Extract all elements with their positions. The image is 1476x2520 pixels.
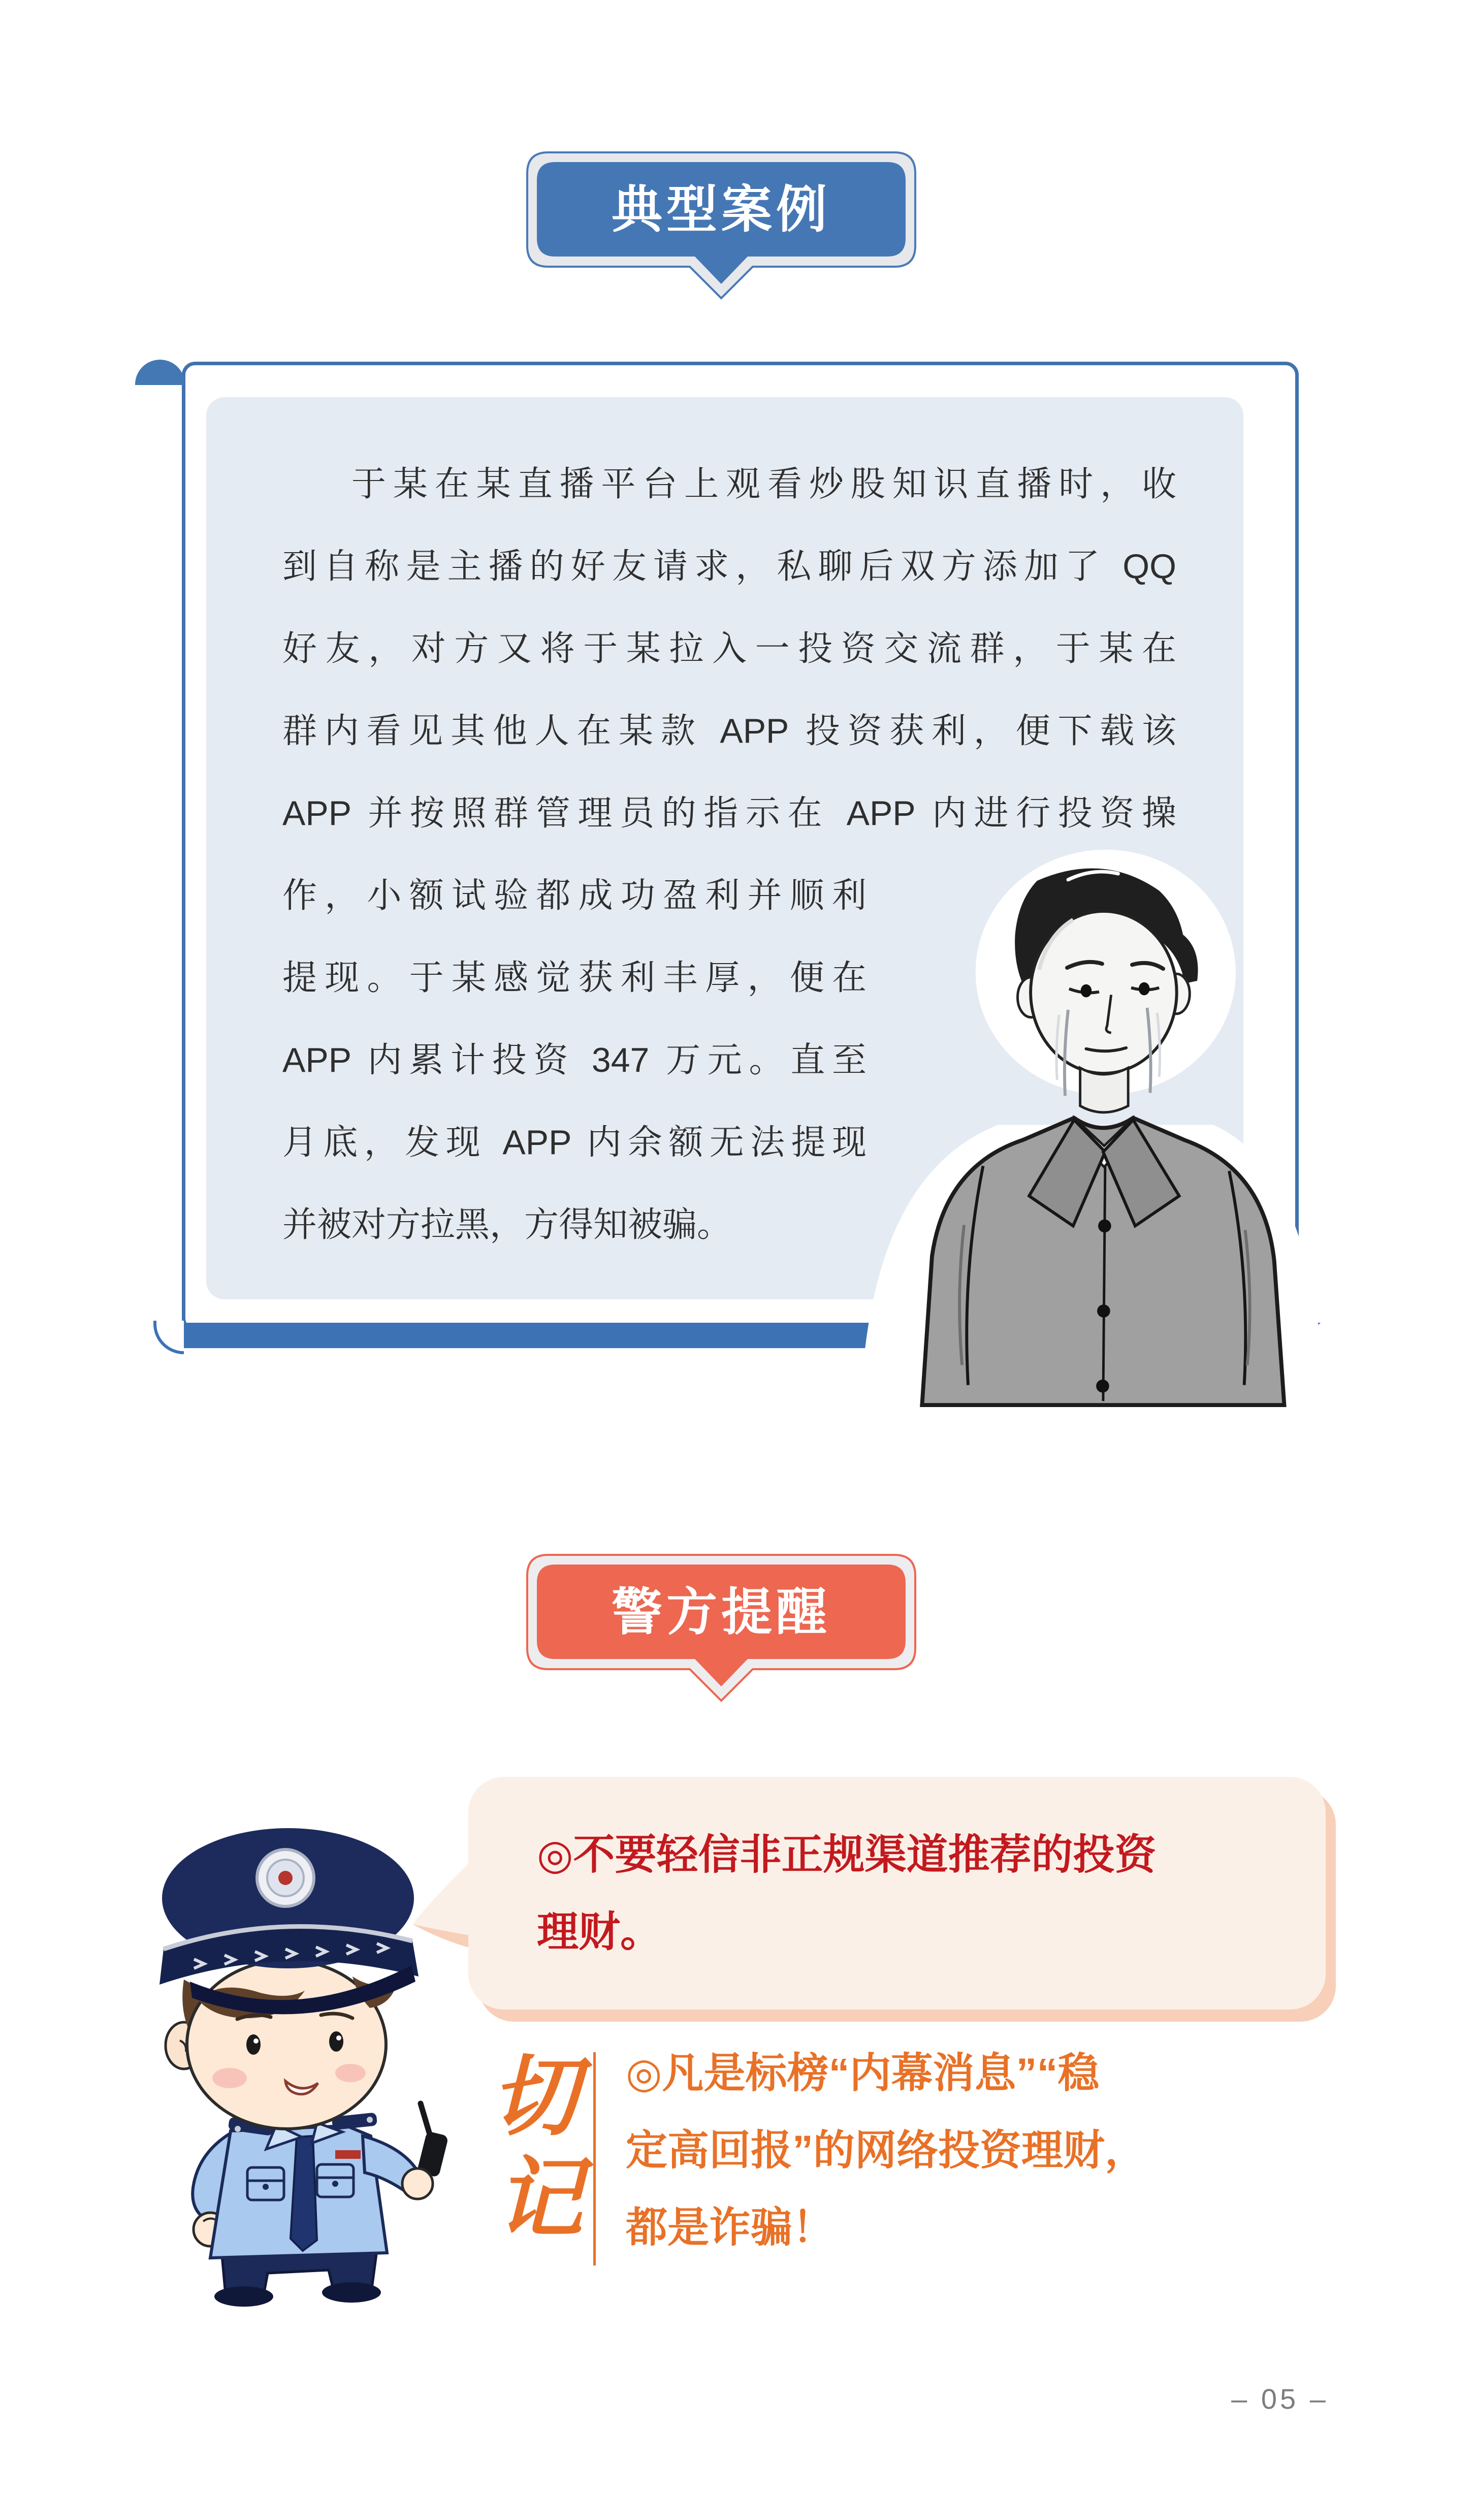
bubble-text xyxy=(537,1816,1289,1971)
remember-text-line: 都是诈骗！ xyxy=(626,2205,835,2251)
police-reminder-badge-label: 警方提醒 xyxy=(612,1584,831,1641)
card-fold-corner xyxy=(135,360,185,385)
case-text-line: 月底，发现 APP 内余额无法提现 xyxy=(282,1123,867,1162)
case-text-line: APP 内累计投资 347 万元。直至 xyxy=(282,1041,867,1079)
police-advice-bubble xyxy=(468,1777,1326,2009)
bubble-text-line: 理财。 xyxy=(537,1909,662,1955)
case-text-line: 提现。于某感觉获利丰厚，便在 xyxy=(282,959,867,997)
case-text-line: APP 并按照群管理员的指示在 APP 内进行投资操 xyxy=(282,794,1176,833)
bubble-text-line: ◎不要轻信非正规渠道推荐的投资 xyxy=(537,1832,1157,1878)
case-text-line: 好友，对方又将于某拉入一投资交流群，于某在 xyxy=(282,629,1176,668)
case-text-block-narrow xyxy=(282,854,867,1266)
case-text-block-wide xyxy=(282,443,1176,854)
page-number: – 05 – xyxy=(1231,2383,1329,2415)
remember-char-ji: 记 xyxy=(496,2151,583,2248)
police-officer-illustration xyxy=(133,1780,461,2311)
case-text-line: 作，小额试验都成功盈利并顺利 xyxy=(282,876,867,915)
case-text-line: 于某在某直播平台上观看炒股知识直播时，收 xyxy=(351,465,1176,503)
police-reminder-badge xyxy=(526,1553,917,1703)
remember-divider-line xyxy=(593,2052,596,2266)
remember-text-line: 定高回报”的网络投资理财， xyxy=(626,2127,1147,2174)
remember-char-qie: 切 xyxy=(491,2050,578,2146)
typical-case-badge xyxy=(526,151,917,301)
victim-illustration xyxy=(833,839,1333,1411)
case-text-line: 群内看见其他人在某款 APP 投资获利，便下载该 xyxy=(282,712,1176,750)
case-text-line: 到自称是主播的好友请求，私聊后双方添加了 QQ xyxy=(282,547,1176,586)
ribbon-curl xyxy=(153,1321,184,1354)
remember-text-line: ◎凡是标榜“内幕消息”“稳 xyxy=(626,2050,1100,2096)
case-text-line: 并被对方拉黑，方得知被骗。 xyxy=(282,1205,732,1244)
typical-case-badge-label: 典型案例 xyxy=(612,182,831,238)
remember-text-block xyxy=(626,2035,1319,2267)
